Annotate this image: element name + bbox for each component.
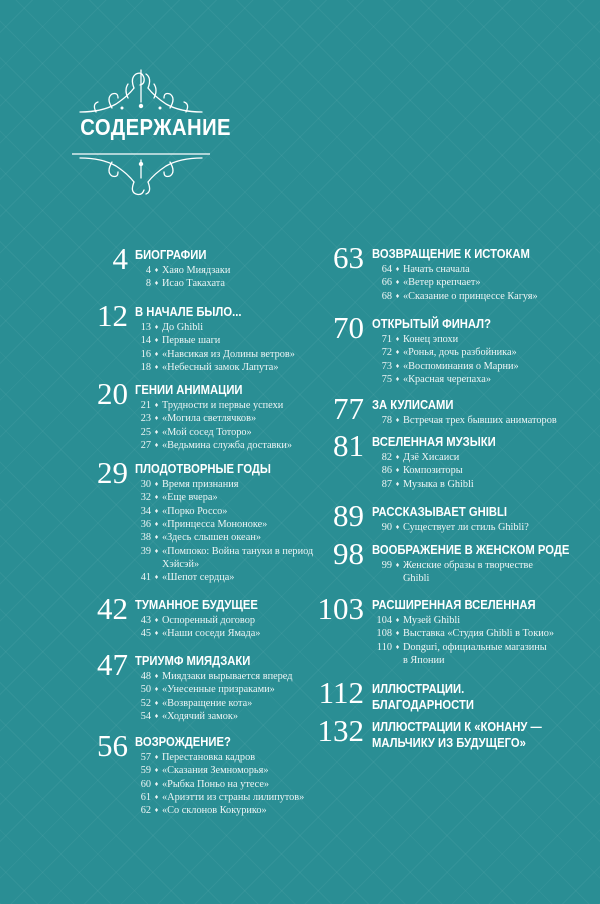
diamond-bullet-icon: ♦ bbox=[395, 642, 400, 651]
entry-page: 108 bbox=[376, 628, 392, 640]
toc-entry bbox=[135, 348, 295, 361]
diamond-bullet-icon: ♦ bbox=[154, 779, 159, 788]
diamond-bullet-icon: ♦ bbox=[395, 523, 400, 531]
toc-entry bbox=[135, 426, 252, 439]
toc-entry bbox=[372, 276, 481, 289]
toc-entry bbox=[135, 518, 267, 531]
entry-page: 59 bbox=[140, 765, 151, 777]
entry-page: 50 bbox=[140, 684, 151, 696]
entry-title: Хэйсэй» bbox=[162, 558, 200, 570]
entry-title: Музыка в Ghibli bbox=[403, 478, 474, 490]
diamond-bullet-icon: ♦ bbox=[154, 806, 159, 815]
entry-page: 78 bbox=[381, 415, 392, 426]
entry-title: «Принцесса Мононоке» bbox=[162, 518, 268, 530]
toc-entry bbox=[135, 710, 238, 723]
page-title: СОДЕРЖАНИЕ bbox=[80, 114, 232, 140]
toc-entry bbox=[135, 531, 261, 544]
entry-page: 99 bbox=[381, 560, 392, 571]
entry-title: Начать сначала bbox=[403, 264, 470, 275]
entry-title: «Еще вчера» bbox=[162, 492, 218, 504]
entry-title: Женские образы в творчестве bbox=[403, 560, 533, 571]
toc-entry bbox=[135, 778, 269, 791]
toc-entry bbox=[135, 505, 227, 518]
toc-entry bbox=[135, 627, 260, 640]
toc-entry bbox=[372, 641, 547, 654]
ornament-top-icon bbox=[72, 68, 210, 114]
toc-entry bbox=[135, 439, 292, 452]
toc-entry bbox=[372, 263, 470, 276]
diamond-bullet-icon: ♦ bbox=[395, 361, 400, 370]
entry-page: 43 bbox=[140, 615, 151, 626]
section-title: РАСШИРЕННАЯ ВСЕЛЕННАЯ bbox=[372, 598, 536, 612]
section-number: 103 bbox=[317, 591, 364, 626]
entry-title: Конец эпохи bbox=[403, 334, 459, 345]
entry-title: «Наши соседи Ямада» bbox=[162, 628, 261, 640]
diamond-bullet-icon: ♦ bbox=[395, 629, 400, 638]
entry-title: «Навсикая из Долины ветров» bbox=[162, 348, 295, 360]
toc-entry bbox=[372, 478, 474, 491]
entry-page: 34 bbox=[140, 505, 151, 517]
ornament-bottom-icon bbox=[72, 150, 210, 196]
entry-page: 87 bbox=[381, 478, 392, 490]
section-title: ВСЕЛЕННАЯ МУЗЫКИ bbox=[372, 435, 496, 449]
toc-entry bbox=[135, 545, 313, 558]
section-number: 42 bbox=[97, 591, 128, 626]
entry-page: 38 bbox=[140, 532, 151, 544]
entry-title: «Со склонов Кокурико» bbox=[162, 805, 267, 817]
section-title: ИЛЛЮСТРАЦИИ К «КОНАНУ — bbox=[372, 720, 542, 734]
diamond-bullet-icon: ♦ bbox=[395, 265, 400, 273]
diamond-bullet-icon: ♦ bbox=[154, 629, 159, 638]
entry-page: 52 bbox=[140, 697, 151, 709]
section-title: ИЛЛЮСТРАЦИИ. bbox=[372, 682, 465, 696]
diamond-bullet-icon: ♦ bbox=[395, 466, 400, 475]
section-title: ЗА КУЛИСАМИ bbox=[372, 398, 454, 412]
diamond-bullet-icon: ♦ bbox=[154, 506, 159, 515]
entry-page: 41 bbox=[140, 572, 151, 584]
section-number: 63 bbox=[333, 240, 364, 275]
toc-entry bbox=[372, 464, 463, 477]
entry-title: Музей Ghibli bbox=[403, 615, 461, 626]
section-title: В НАЧАЛЕ БЫЛО... bbox=[135, 305, 242, 319]
section-number: 77 bbox=[333, 391, 364, 426]
diamond-bullet-icon: ♦ bbox=[395, 561, 400, 569]
toc-entry bbox=[135, 751, 255, 764]
entry-page: 21 bbox=[140, 400, 151, 411]
section-number: 47 bbox=[97, 647, 128, 682]
diamond-bullet-icon: ♦ bbox=[154, 573, 159, 582]
entry-title: Композиторы bbox=[403, 465, 463, 477]
section-number: 112 bbox=[318, 675, 364, 710]
entry-page: 66 bbox=[381, 277, 392, 289]
entry-page: 14 bbox=[140, 335, 151, 347]
diamond-bullet-icon: ♦ bbox=[154, 698, 159, 707]
toc-entry bbox=[135, 334, 220, 347]
entry-title: Первые шаги bbox=[162, 335, 221, 347]
entry-page: 61 bbox=[140, 791, 151, 803]
toc-entry bbox=[135, 277, 225, 290]
toc-entry bbox=[135, 321, 203, 334]
diamond-bullet-icon: ♦ bbox=[154, 546, 159, 555]
entry-page: 45 bbox=[140, 628, 151, 640]
entry-title: До Ghibli bbox=[162, 322, 204, 333]
entry-title: «Унесенные призраками» bbox=[162, 684, 275, 696]
entry-title: «Сказания Земноморья» bbox=[162, 765, 269, 777]
entry-title: «Мой сосед Тоторо» bbox=[162, 426, 252, 438]
section-number: 56 bbox=[97, 728, 128, 763]
diamond-bullet-icon: ♦ bbox=[395, 291, 400, 300]
entry-page: 8 bbox=[145, 278, 151, 290]
section-number: 89 bbox=[333, 498, 364, 533]
toc-entry bbox=[135, 264, 230, 277]
diamond-bullet-icon: ♦ bbox=[154, 672, 159, 680]
entry-page: 30 bbox=[140, 479, 151, 490]
section-title: ВООБРАЖЕНИЕ В ЖЕНСКОМ РОДЕ bbox=[372, 543, 570, 557]
entry-title: Donguri, официальные магазины bbox=[403, 641, 547, 653]
diamond-bullet-icon: ♦ bbox=[395, 278, 400, 287]
toc-entry bbox=[372, 559, 533, 572]
section-title: ВОЗРОЖДЕНИЕ? bbox=[135, 735, 231, 749]
entry-title: «Рыбка Поньо на утесе» bbox=[162, 778, 270, 790]
title-block bbox=[72, 68, 232, 196]
toc-entry bbox=[135, 764, 269, 777]
entry-title: «Возвращение кота» bbox=[162, 697, 253, 709]
toc-entry bbox=[372, 572, 429, 585]
entry-title: Оспоренный договор bbox=[162, 615, 255, 626]
section-number: 132 bbox=[317, 713, 364, 748]
toc-entry bbox=[372, 614, 460, 627]
diamond-bullet-icon: ♦ bbox=[154, 401, 159, 409]
toc-entry bbox=[372, 333, 458, 346]
diamond-bullet-icon: ♦ bbox=[154, 616, 159, 624]
toc-entry bbox=[372, 373, 491, 386]
entry-title: «Сказание о принцессе Кагуя» bbox=[403, 290, 538, 302]
entry-title: Ghibli bbox=[403, 573, 430, 585]
diamond-bullet-icon: ♦ bbox=[154, 493, 159, 502]
diamond-bullet-icon: ♦ bbox=[154, 427, 159, 436]
entry-title: Существует ли стиль Ghibli? bbox=[403, 522, 529, 533]
entry-page: 25 bbox=[140, 426, 151, 438]
toc-entry bbox=[372, 521, 529, 534]
entry-title: Хаяо Миядзаки bbox=[162, 265, 231, 276]
entry-title: Выставка «Студия Ghibli в Токио» bbox=[403, 628, 555, 640]
entry-page: 73 bbox=[381, 360, 392, 372]
entry-title: «Ронья, дочь разбойника» bbox=[403, 347, 517, 359]
diamond-bullet-icon: ♦ bbox=[154, 766, 159, 775]
entry-title: «Небесный замок Лапута» bbox=[162, 361, 279, 373]
toc-entry bbox=[372, 290, 538, 303]
entry-title: «Красная черепаха» bbox=[403, 373, 491, 385]
diamond-bullet-icon: ♦ bbox=[395, 479, 400, 488]
entry-title: «Здесь слышен океан» bbox=[162, 532, 261, 544]
entry-title: Перестановка кадров bbox=[162, 752, 256, 763]
diamond-bullet-icon: ♦ bbox=[395, 335, 400, 343]
toc-entry bbox=[372, 451, 459, 464]
diamond-bullet-icon: ♦ bbox=[154, 414, 159, 423]
entry-title: Трудности и первые успехи bbox=[162, 400, 284, 411]
entry-page: 110 bbox=[376, 641, 392, 653]
section-title: ПЛОДОТВОРНЫЕ ГОДЫ bbox=[135, 462, 271, 476]
entry-title: Время признания bbox=[162, 479, 239, 490]
entry-title: Исао Такахата bbox=[162, 278, 225, 290]
toc-entry bbox=[135, 791, 304, 804]
entry-title: Дзё Хисаиси bbox=[403, 452, 460, 463]
entry-page: 104 bbox=[376, 615, 392, 626]
section-title-line2: МАЛЬЧИКУ ИЗ БУДУЩЕГО» bbox=[372, 736, 526, 750]
diamond-bullet-icon: ♦ bbox=[154, 519, 159, 528]
entry-page: 48 bbox=[140, 671, 151, 682]
entry-title: «Шепот сердца» bbox=[162, 572, 235, 584]
entry-page: 60 bbox=[140, 778, 151, 790]
diamond-bullet-icon: ♦ bbox=[154, 533, 159, 542]
entry-page: 4 bbox=[145, 265, 151, 276]
toc-entry bbox=[135, 614, 255, 627]
entry-page: 75 bbox=[381, 373, 392, 385]
section-title: ТРИУМФ МИЯДЗАКИ bbox=[135, 654, 251, 668]
diamond-bullet-icon: ♦ bbox=[154, 753, 159, 761]
entry-title: «Воспоминания о Марни» bbox=[403, 360, 519, 372]
entry-page: 64 bbox=[381, 264, 392, 275]
toc-entry bbox=[372, 414, 557, 427]
diamond-bullet-icon: ♦ bbox=[395, 348, 400, 357]
entry-page: 32 bbox=[140, 492, 151, 504]
toc-entry bbox=[135, 683, 275, 696]
section-title-line2: БЛАГОДАРНОСТИ bbox=[372, 698, 474, 712]
toc-entry bbox=[372, 654, 445, 667]
diamond-bullet-icon: ♦ bbox=[154, 336, 159, 345]
toc-entry bbox=[135, 697, 252, 710]
entry-page: 23 bbox=[140, 413, 151, 425]
toc-entry bbox=[372, 346, 517, 359]
toc-entry bbox=[135, 804, 267, 817]
diamond-bullet-icon: ♦ bbox=[395, 616, 400, 624]
entry-page: 72 bbox=[381, 347, 392, 359]
entry-page: 62 bbox=[140, 805, 151, 817]
toc-entry bbox=[135, 412, 256, 425]
diamond-bullet-icon: ♦ bbox=[154, 711, 159, 720]
toc-entry bbox=[372, 360, 519, 373]
toc-entry bbox=[135, 491, 218, 504]
entry-page: 16 bbox=[140, 348, 151, 360]
toc-entry bbox=[135, 361, 278, 374]
entry-title: Встречая трех бывших аниматоров bbox=[403, 415, 557, 426]
toc-entry bbox=[135, 478, 239, 491]
toc-entry bbox=[135, 670, 292, 683]
section-title: РАССКАЗЫВАЕТ GHIBLI bbox=[372, 505, 507, 519]
diamond-bullet-icon: ♦ bbox=[154, 440, 159, 449]
diamond-bullet-icon: ♦ bbox=[154, 349, 159, 358]
entry-page: 18 bbox=[140, 361, 151, 373]
diamond-bullet-icon: ♦ bbox=[154, 685, 159, 694]
entry-page: 57 bbox=[140, 752, 151, 763]
section-number: 29 bbox=[97, 455, 128, 490]
diamond-bullet-icon: ♦ bbox=[154, 480, 159, 488]
diamond-bullet-icon: ♦ bbox=[154, 279, 159, 288]
section-number: 98 bbox=[333, 536, 364, 571]
section-number: 20 bbox=[97, 376, 128, 411]
section-title: БИОГРАФИИ bbox=[135, 248, 207, 262]
entry-title: в Японии bbox=[403, 654, 445, 666]
section-number: 81 bbox=[333, 428, 364, 463]
diamond-bullet-icon: ♦ bbox=[154, 792, 159, 801]
diamond-bullet-icon: ♦ bbox=[395, 416, 400, 424]
entry-page: 90 bbox=[381, 522, 392, 533]
entry-title: Миядзаки вырывается вперед bbox=[162, 671, 293, 682]
diamond-bullet-icon: ♦ bbox=[154, 362, 159, 371]
entry-title: «Ведьмина служба доставки» bbox=[162, 439, 293, 451]
entry-title: «Ходячий замок» bbox=[162, 710, 238, 722]
entry-title: «Могила светлячков» bbox=[162, 413, 257, 425]
entry-page: 82 bbox=[381, 452, 392, 463]
section-title: ГЕНИИ АНИМАЦИИ bbox=[135, 383, 243, 397]
section-title: ТУМАННОЕ БУДУЩЕЕ bbox=[135, 598, 258, 612]
toc-entry bbox=[372, 627, 554, 640]
entry-page: 71 bbox=[381, 334, 392, 345]
entry-title: «Ветер крепчает» bbox=[403, 277, 481, 289]
entry-page: 39 bbox=[140, 545, 151, 557]
diamond-bullet-icon: ♦ bbox=[154, 266, 159, 274]
diamond-bullet-icon: ♦ bbox=[154, 323, 159, 331]
toc-entry bbox=[135, 571, 234, 584]
entry-title: «Ариэтти из страны лилипутов» bbox=[162, 791, 305, 803]
diamond-bullet-icon: ♦ bbox=[395, 374, 400, 383]
entry-page: 27 bbox=[140, 439, 151, 451]
entry-page: 54 bbox=[140, 710, 151, 722]
entry-title: «Помпоко: Война тануки в период bbox=[162, 545, 314, 557]
section-number: 4 bbox=[112, 241, 128, 276]
section-number: 12 bbox=[97, 298, 128, 333]
diamond-bullet-icon: ♦ bbox=[395, 453, 400, 461]
section-number: 70 bbox=[333, 310, 364, 345]
toc-entry bbox=[135, 399, 283, 412]
entry-title: «Порко Россо» bbox=[162, 505, 228, 517]
entry-page: 68 bbox=[381, 290, 392, 302]
entry-page: 86 bbox=[381, 465, 392, 477]
section-title: ВОЗВРАЩЕНИЕ К ИСТОКАМ bbox=[372, 247, 530, 261]
section-title: ОТКРЫТЫЙ ФИНАЛ? bbox=[372, 317, 491, 331]
entry-page: 36 bbox=[140, 518, 151, 530]
entry-page: 13 bbox=[140, 322, 151, 333]
toc-entry bbox=[135, 558, 199, 571]
